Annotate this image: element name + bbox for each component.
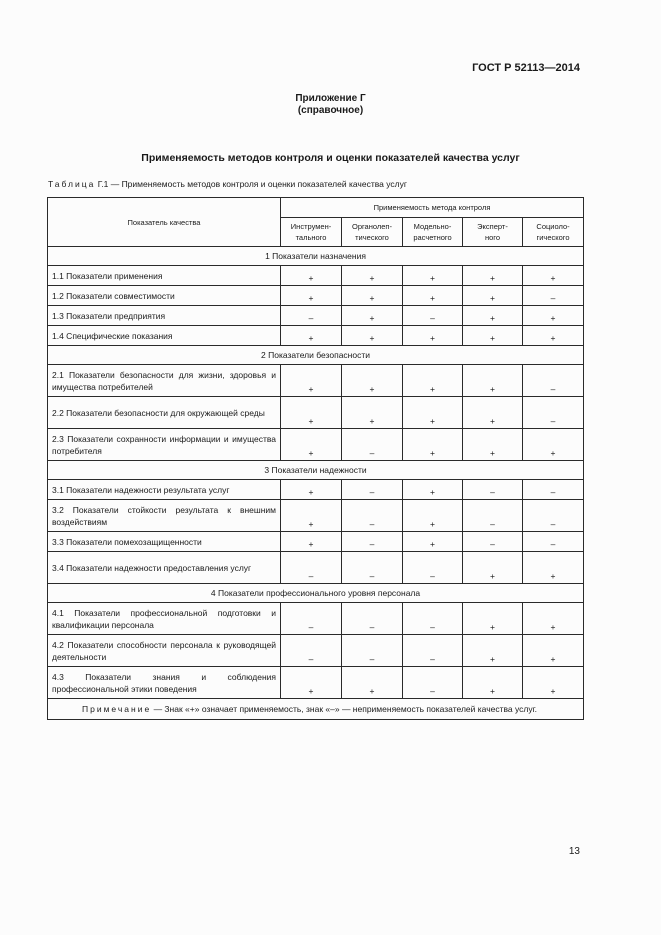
applicability-cell: – (281, 635, 342, 667)
section-title: 2 Показатели безопасности (48, 346, 584, 365)
applicability-cell: + (403, 266, 463, 286)
applicability-cell: – (281, 603, 342, 635)
note-prefix: Примечание (82, 704, 152, 714)
method-header-line: Органолеп- (351, 222, 392, 231)
applicability-cell: + (523, 603, 584, 635)
applicability-cell: – (523, 365, 584, 397)
applicability-cell: + (463, 326, 523, 346)
applicability-cell: + (463, 365, 523, 397)
method-header-line: тального (295, 233, 327, 242)
applicability-cell: + (342, 306, 403, 326)
applicability-cell: + (463, 552, 523, 584)
indicator-name: 3.1 Показатели надежности результата услуг (48, 480, 281, 500)
applicability-cell: + (463, 635, 523, 667)
methods-table (47, 197, 584, 720)
section-title: 3 Показатели надежности (48, 461, 584, 480)
applicability-cell: – (463, 500, 523, 532)
method-header-line: Инструмен- (290, 222, 332, 231)
applicability-cell: – (523, 532, 584, 552)
table-caption (48, 179, 407, 189)
applicability-cell: + (523, 326, 584, 346)
method-header-line: Социоло- (536, 222, 570, 231)
applicability-cell: – (281, 306, 342, 326)
table-row (48, 500, 584, 532)
table-row (48, 397, 584, 429)
indicator-name: 4.3 Показатели знания и соблюдения профессиональной этики поведения (48, 667, 281, 699)
table-row (48, 286, 584, 306)
indicator-name: 1.3 Показатели предприятия (48, 306, 281, 326)
table-row (48, 429, 584, 461)
method-header-line: тического (355, 233, 389, 242)
applicability-cell: + (342, 266, 403, 286)
applicability-cell: + (523, 306, 584, 326)
indicator-name: 4.2 Показатели способности персонала к руководящей деятельности (48, 635, 281, 667)
section-title: 4 Показатели профессионального уровня персонала (48, 584, 584, 603)
method-header-line: расчетного (413, 233, 452, 242)
indicator-name: 2.3 Показатели сохранности информации и имущества потребителя (48, 429, 281, 461)
method-header (523, 218, 584, 247)
section-row (48, 247, 584, 266)
column-header-methods: Применяемость метода контроля (281, 198, 584, 218)
table-row (48, 603, 584, 635)
applicability-cell: + (342, 286, 403, 306)
indicator-name: 2.2 Показатели безопасности для окружающей среды (48, 397, 281, 429)
applicability-cell: + (523, 667, 584, 699)
applicability-cell: + (281, 429, 342, 461)
table-row (48, 480, 584, 500)
table-caption-text: Г.1 — Применяемость методов контроля и оценки показателей качества услуг (95, 179, 407, 189)
applicability-cell: + (403, 500, 463, 532)
applicability-cell: + (463, 306, 523, 326)
applicability-cell: + (403, 532, 463, 552)
applicability-cell: + (403, 365, 463, 397)
applicability-cell: + (463, 397, 523, 429)
applicability-cell: + (523, 635, 584, 667)
applicability-cell: + (281, 532, 342, 552)
table-row (48, 306, 584, 326)
applicability-cell: – (403, 635, 463, 667)
applicability-cell: + (403, 326, 463, 346)
appendix-heading (0, 93, 661, 117)
applicability-cell: – (463, 480, 523, 500)
applicability-cell: – (403, 306, 463, 326)
applicability-cell: + (523, 266, 584, 286)
applicability-cell: – (403, 603, 463, 635)
table-caption-prefix: Таблица (48, 179, 96, 189)
applicability-cell: – (403, 667, 463, 699)
indicator-name: 3.2 Показатели стойкости результата к внешним воздействиям (48, 500, 281, 532)
column-header-indicator: Показатель качества (48, 198, 281, 247)
appendix-title: Приложение Г (295, 93, 366, 104)
method-header-line: Модельно- (413, 222, 452, 231)
indicator-name: 1.1 Показатели применения (48, 266, 281, 286)
method-header (342, 218, 403, 247)
indicator-name: 3.4 Показатели надежности предоставления услуг (48, 552, 281, 584)
applicability-cell: + (281, 326, 342, 346)
applicability-cell: + (342, 397, 403, 429)
applicability-cell: – (281, 552, 342, 584)
applicability-cell: – (523, 480, 584, 500)
method-header (463, 218, 523, 247)
applicability-cell: + (403, 480, 463, 500)
applicability-cell: – (463, 532, 523, 552)
applicability-cell: + (342, 365, 403, 397)
applicability-cell: + (463, 603, 523, 635)
applicability-cell: – (342, 500, 403, 532)
applicability-cell: + (281, 266, 342, 286)
table-row (48, 326, 584, 346)
applicability-cell: – (342, 635, 403, 667)
applicability-cell: – (342, 603, 403, 635)
applicability-cell: + (463, 286, 523, 306)
method-header-line: гического (536, 233, 570, 242)
applicability-cell: + (523, 429, 584, 461)
applicability-cell: – (523, 286, 584, 306)
table-row (48, 635, 584, 667)
indicator-name: 2.1 Показатели безопасности для жизни, здоровья и имущества потребителей (48, 365, 281, 397)
applicability-cell: + (342, 326, 403, 346)
table-note (48, 699, 584, 720)
applicability-cell: + (281, 500, 342, 532)
note-text: — Знак «+» означает применяемость, знак «–» — неприменяемость показателей качества услуг. (151, 704, 538, 714)
table-row (48, 532, 584, 552)
method-header-line: Эксперт- (477, 222, 508, 231)
applicability-cell: + (463, 667, 523, 699)
applicability-cell: – (342, 552, 403, 584)
standard-id: ГОСТ Р 52113—2014 (472, 62, 580, 74)
applicability-cell: + (281, 365, 342, 397)
appendix-type: (справочное) (297, 105, 364, 116)
applicability-cell: – (523, 500, 584, 532)
applicability-cell: + (403, 286, 463, 306)
applicability-cell: + (342, 667, 403, 699)
applicability-cell: – (403, 552, 463, 584)
section-row (48, 346, 584, 365)
method-header-line: ного (484, 233, 501, 242)
note-row (48, 699, 584, 720)
applicability-cell: + (403, 397, 463, 429)
indicator-name: 4.1 Показатели профессиональной подготовки и квалификации персонала (48, 603, 281, 635)
applicability-cell: + (403, 429, 463, 461)
indicator-name: 1.4 Специфические показания (48, 326, 281, 346)
indicator-name: 3.3 Показатели помехозащищенности (48, 532, 281, 552)
section-row (48, 461, 584, 480)
applicability-cell: + (463, 266, 523, 286)
section-row (48, 584, 584, 603)
applicability-cell: + (281, 397, 342, 429)
indicator-name: 1.2 Показатели совместимости (48, 286, 281, 306)
applicability-cell: + (523, 552, 584, 584)
table-row (48, 667, 584, 699)
applicability-cell: – (342, 429, 403, 461)
applicability-cell: – (523, 397, 584, 429)
method-header (281, 218, 342, 247)
table-row (48, 552, 584, 584)
applicability-cell: + (463, 429, 523, 461)
page-number: 13 (568, 846, 580, 857)
applicability-cell: – (342, 480, 403, 500)
applicability-cell: + (281, 286, 342, 306)
applicability-cell: + (281, 667, 342, 699)
table-row (48, 365, 584, 397)
table-row (48, 266, 584, 286)
applicability-cell: + (281, 480, 342, 500)
method-header (403, 218, 463, 247)
section-title: 1 Показатели назначения (48, 247, 584, 266)
document-title: Применяемость методов контроля и оценки показателей качества услуг (141, 152, 520, 164)
applicability-cell: – (342, 532, 403, 552)
